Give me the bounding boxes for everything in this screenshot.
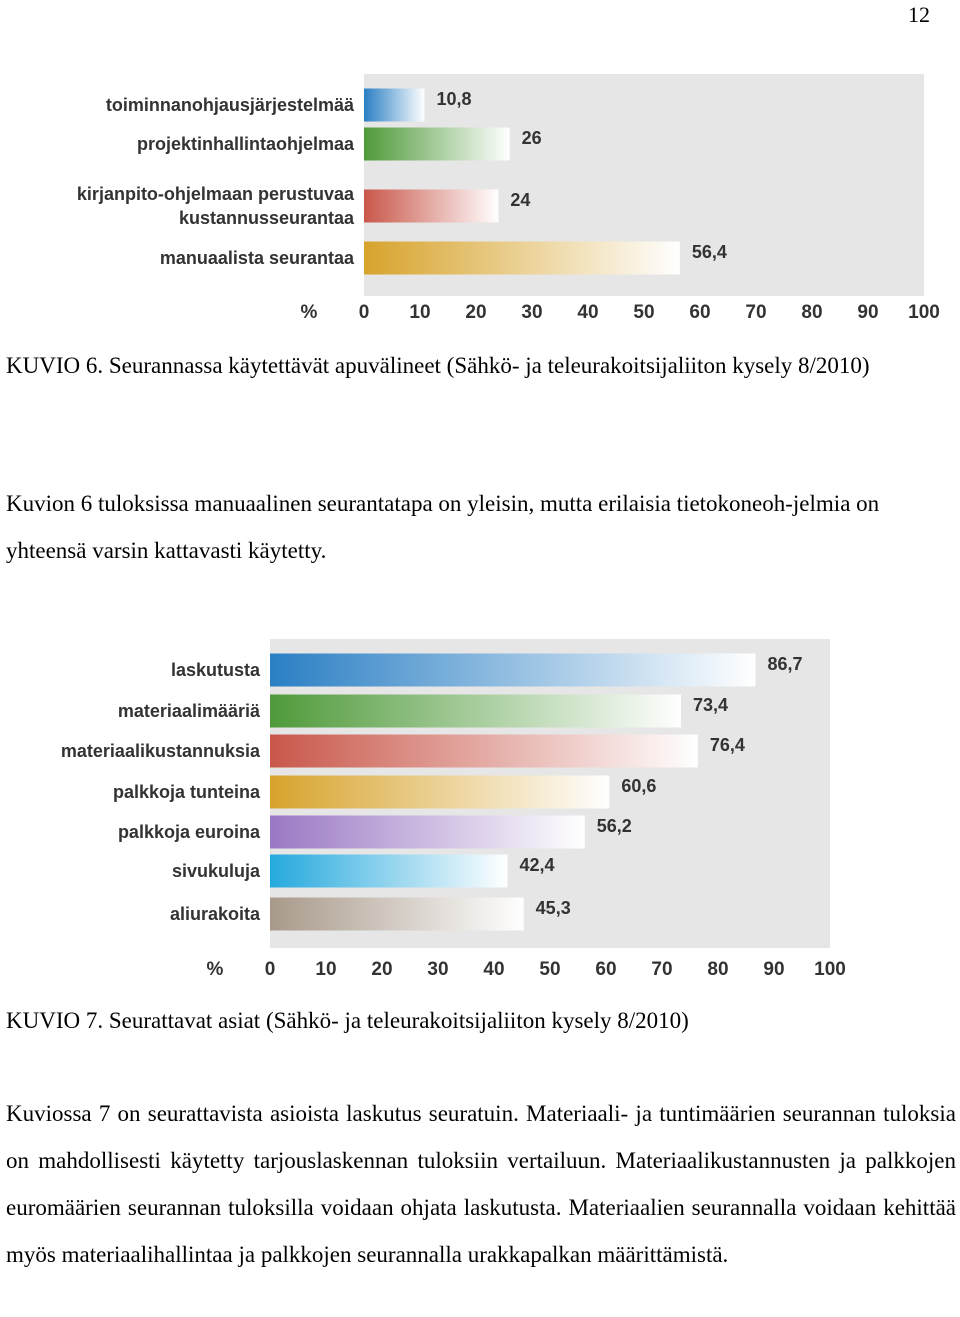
category-label-0: laskutusta — [170, 660, 260, 680]
x-tick-label-7: 70 — [745, 302, 767, 323]
category-label-2-1: kustannusseurantaa — [178, 208, 354, 228]
value-label-0: 86,7 — [767, 654, 803, 674]
x-tick-label-10: 100 — [814, 959, 846, 980]
category-label-5: sivukuluja — [171, 861, 260, 881]
bar-3 — [364, 242, 680, 275]
value-label-1: 26 — [521, 128, 542, 148]
bar-1 — [364, 128, 510, 161]
x-tick-label-4: 40 — [483, 959, 505, 980]
x-tick-label-4: 40 — [577, 302, 599, 323]
bar-6 — [270, 898, 524, 931]
x-tick-label-8: 80 — [801, 302, 823, 323]
paragraph-1: Kuvion 6 tuloksissa manuaalinen seurantatapa on yleisin, mutta erilaisia tietokoneoh-jelmia on yhteensä varsin kattavasti käytetty. — [6, 491, 880, 563]
figure-7-caption: KUVIO 7. Seurattavat asiat (Sähkö- ja teleurakoitsijaliiton kysely 8/2010) — [6, 1008, 689, 1033]
value-label-1: 73,4 — [693, 695, 729, 715]
x-tick-label-6: 60 — [689, 302, 711, 323]
category-label-2-0: kirjanpito-ohjelmaan perustuvaa — [76, 184, 354, 204]
x-tick-label-9: 90 — [763, 959, 785, 980]
value-label-4: 56,2 — [596, 816, 632, 836]
x-tick-label-2: 20 — [465, 302, 487, 323]
bar-0 — [270, 654, 756, 687]
bar-3 — [270, 776, 609, 809]
x-tick-label-1: 10 — [409, 302, 431, 323]
x-tick-label-3: 30 — [427, 959, 449, 980]
category-label-1: projektinhallintaohjelmaa — [136, 134, 354, 154]
value-label-3: 60,6 — [621, 776, 657, 796]
x-tick-label-3: 30 — [521, 302, 543, 323]
value-label-2: 76,4 — [709, 735, 745, 755]
bar-2 — [270, 735, 698, 768]
x-axis-label: % — [300, 302, 318, 323]
category-label-6: aliurakoita — [169, 904, 260, 924]
figure-6-chart — [0, 60, 960, 330]
bar-4 — [270, 816, 585, 849]
bar-2 — [364, 190, 498, 223]
value-label-5: 42,4 — [519, 855, 555, 875]
figure-6-caption: KUVIO 6. Seurannassa käytettävät apuvälineet (Sähkö- ja teleurakoitsijaliiton kysely 8/2010) — [6, 353, 870, 378]
value-label-6: 45,3 — [535, 898, 571, 918]
x-tick-label-2: 20 — [371, 959, 393, 980]
page-number: 12 — [908, 2, 930, 27]
x-tick-label-6: 60 — [595, 959, 617, 980]
bar-1 — [270, 695, 681, 728]
x-tick-label-8: 80 — [707, 959, 729, 980]
x-tick-label-10: 100 — [908, 302, 940, 323]
x-tick-label-5: 50 — [539, 959, 561, 980]
x-axis-label: % — [206, 959, 224, 980]
category-label-2: materiaalikustannuksia — [60, 741, 260, 761]
x-tick-label-0: 0 — [264, 959, 276, 980]
bar-0 — [364, 89, 424, 122]
category-label-1: materiaalimääriä — [117, 701, 260, 721]
value-label-3: 56,4 — [691, 242, 727, 262]
x-tick-label-7: 70 — [651, 959, 673, 980]
category-label-3: manuaalista seurantaa — [159, 248, 354, 268]
x-tick-label-5: 50 — [633, 302, 655, 323]
x-tick-label-1: 10 — [315, 959, 337, 980]
value-label-2: 24 — [510, 190, 531, 210]
category-label-0: toiminnanohjausjärjestelmää — [105, 95, 354, 115]
category-label-3: palkkoja tunteina — [112, 782, 260, 802]
value-label-0: 10,8 — [436, 89, 472, 109]
bar-5 — [270, 855, 507, 888]
x-tick-label-0: 0 — [358, 302, 370, 323]
figure-7-chart — [0, 625, 960, 990]
paragraph-2: Kuviossa 7 on seurattavista asioista laskutus seuratuin. Materiaali- ja tuntimäärien seurannan tuloksia on mahdollisesti käytetty tarjouslaskennan tuloksiin vertailuun. Materiaalikustannusten ja palkkojen euromäärien seurannan tuloksilla voidaan ohjata laskutusta. Materiaalien seurannalla voidaan kehittää myös materiaalihallintaa ja palkkojen seurannalla urakkapalkan määrittämistä. — [6, 1101, 956, 1267]
category-label-4: palkkoja euroina — [117, 822, 260, 842]
x-tick-label-9: 90 — [857, 302, 879, 323]
